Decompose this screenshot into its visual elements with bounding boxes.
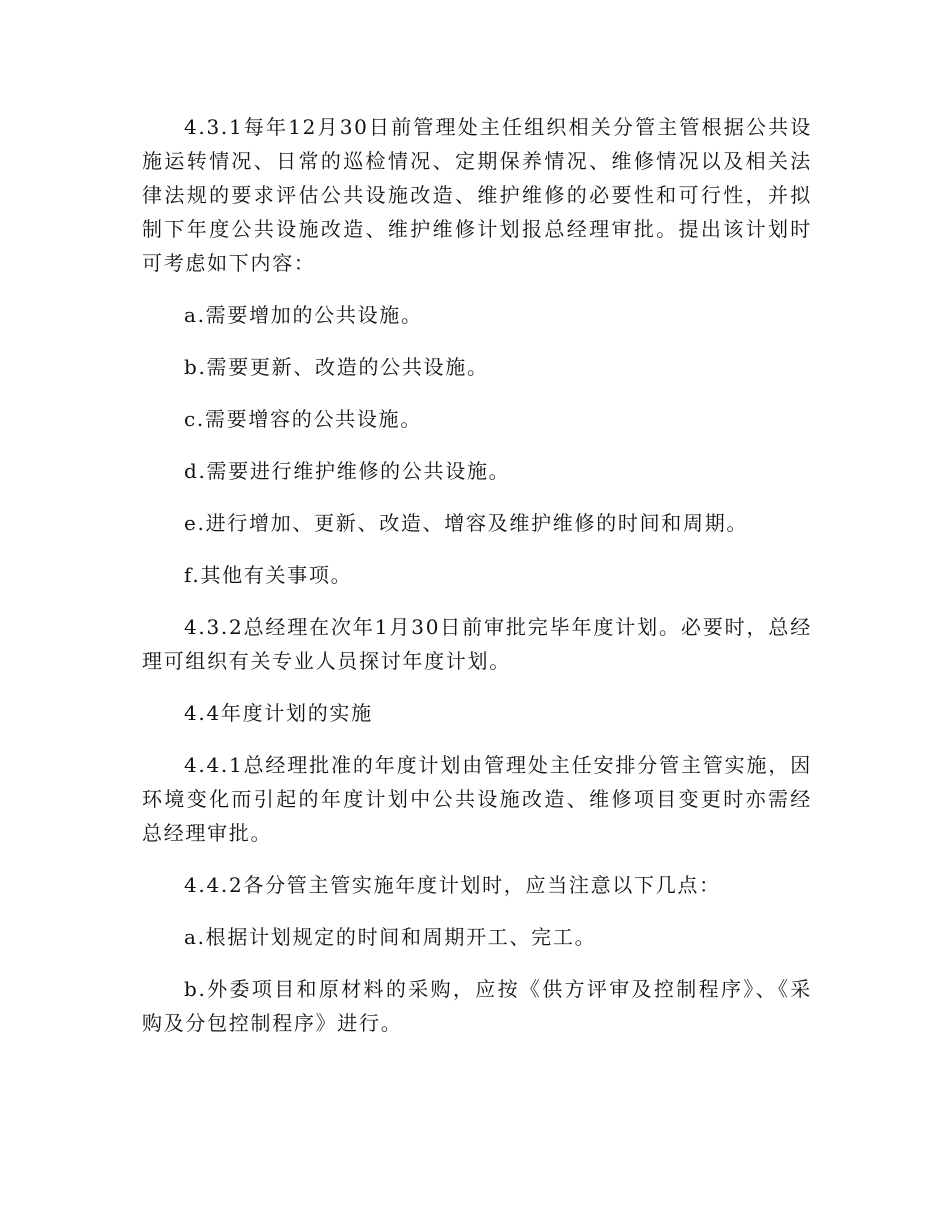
section-heading-4-4: 4.4年度计划的实施 [184, 701, 373, 725]
document-body [142, 110, 812, 1058]
list-item-c: c.需要增容的公共设施。 [184, 407, 422, 431]
paragraph-4-3-1: 4.3.1每年12月30日前管理处主任组织相关分管主管根据公共设施运转情况、日常的巡检情况、定期保养情况、维修情况以及相关法律法规的要求评估公共设施改造、维护维修的必要性和可行性，并拟制下年度公共设施改造、维护维修计划报总经理审批。提出该计划时可考虑如下内容： [142, 115, 812, 275]
list-item-a-2: a.根据计划规定的时间和周期开工、完工。 [184, 925, 597, 949]
paragraph-4-4-1: 4.4.1总经理批准的年度计划由管理处主任安排分管主管实施，因环境变化而引起的年度计划中公共设施改造、维修项目变更时亦需经总经理审批。 [142, 753, 812, 845]
list-item-e: e.进行增加、更新、改造、增容及维护维修的时间和周期。 [184, 511, 749, 535]
list-item-b: b.需要更新、改造的公共设施。 [184, 355, 489, 379]
paragraph-4-3-2: 4.3.2总经理在次年1月30日前审批完毕年度计划。必要时，总经理可组织有关专业人员探讨年度计划。 [142, 615, 812, 673]
list-item-b-2: b.外委项目和原材料的采购，应按《供方评审及控制程序》、《采购及分包控制程序》进行。 [142, 977, 812, 1035]
list-item-d: d.需要进行维护维修的公共设施。 [184, 459, 511, 483]
paragraph-4-4-2: 4.4.2各分管主管实施年度计划时，应当注意以下几点： [184, 873, 721, 897]
list-item-f: f.其他有关事项。 [184, 563, 353, 587]
list-item-a: a.需要增加的公共设施。 [184, 303, 423, 327]
